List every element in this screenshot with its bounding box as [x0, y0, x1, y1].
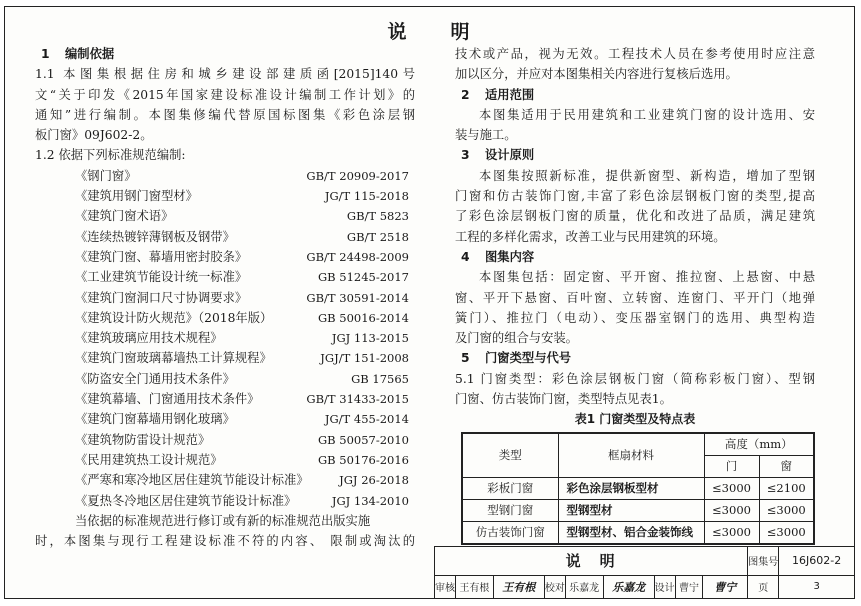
standard-name: 《建筑门窗洞口尺寸协调要求》 [75, 290, 248, 305]
standard-code: GB/T 5823 [346, 209, 409, 224]
standard-item [35, 430, 415, 450]
section-3-paragraph-line: 了彩色涂层钢板门窗的质量，优化和改进了品质，满足建筑 [455, 209, 815, 224]
standard-item [35, 267, 415, 287]
cell-material: 型钢型材、铝合金装饰线 [558, 521, 704, 544]
checker-name: 乐嘉龙 [565, 575, 603, 598]
standard-code: GB/T 20909-2017 [306, 168, 409, 183]
standard-item [35, 348, 415, 368]
standard-name: 《建筑门窗玻璃幕墙热工计算规程》 [75, 351, 272, 366]
door-window-type-table [461, 432, 815, 545]
standard-item [35, 186, 415, 206]
section-number: 5 [461, 351, 470, 366]
section-number: 2 [461, 87, 470, 102]
standard-name: 《建筑物防雷设计规范》 [75, 432, 211, 447]
page-label: 页 [748, 575, 779, 598]
standard-name: 《工业建筑节能设计统一标准》 [75, 270, 248, 285]
title-block-main-title: 说 明 [435, 547, 748, 576]
section-number: 1 [41, 47, 50, 61]
page-title: 说 明 [387, 21, 472, 43]
cell-window-height: ≤3000 [759, 499, 814, 521]
table-row [462, 521, 814, 544]
closing-paragraph-line: 当依据的标准规范进行修订或有新的标准规范出版实施 [75, 513, 371, 528]
section-title: 适用范围 [485, 87, 535, 102]
standard-item [35, 491, 415, 511]
atlas-number: 16J602-2 [779, 547, 855, 576]
cell-type: 仿古装饰门窗 [462, 521, 558, 544]
paragraph-1-1-line: 文“关于印发《2015年国家建设标准设计编制工作计划》的 [35, 87, 415, 102]
cell-window-height: ≤2100 [759, 477, 814, 499]
standard-code: JGJ 134-2010 [331, 493, 409, 508]
section-number: 3 [461, 148, 470, 163]
paragraph-1-2: 1.2 依据下列标准规范编制: [35, 148, 186, 163]
cell-material: 彩色涂层钢板型材 [558, 477, 704, 499]
section-4-paragraph-line: 簧门）、推拉门（电动）、变压器室钢门的选用、典型构造 [455, 310, 815, 325]
check-label: 校对 [544, 575, 565, 598]
cell-window-height: ≤3000 [759, 521, 814, 544]
standard-item [35, 206, 415, 226]
standard-name: 《建筑门窗、幕墙用密封胶条》 [75, 249, 248, 264]
right-column [455, 44, 815, 545]
standard-item [35, 409, 415, 429]
section-title: 门窗类型与代号 [485, 351, 572, 366]
table-row [462, 477, 814, 499]
standard-code: GB 50016-2014 [317, 310, 409, 325]
standard-name: 《钢门窗》 [75, 168, 137, 183]
standard-code: GB 50176-2016 [317, 452, 409, 467]
continued-paragraph-line: 技术或产品，视为无效。工程技术人员在参考使用时应注意 [455, 47, 815, 61]
standard-code: JGJ 113-2015 [331, 331, 409, 346]
standard-item [35, 369, 415, 389]
section-title: 图集内容 [485, 249, 535, 264]
standard-item [35, 227, 415, 247]
reviewer-name: 王有根 [456, 575, 494, 598]
designer-signature: 曹宁 [703, 575, 748, 598]
header-type: 类型 [462, 433, 558, 478]
standard-item [35, 308, 415, 328]
standard-code: GB 50057-2010 [317, 432, 409, 447]
cell-door-height: ≤3000 [704, 477, 759, 499]
atlas-number-label: 图集号 [748, 547, 779, 576]
standard-code: GB/T 24498-2009 [306, 249, 409, 264]
section-4-paragraph-line: 窗、平开下悬窗、百叶窗、立转窗、连窗门、平开门（地弹 [455, 290, 815, 305]
title-block [434, 546, 855, 599]
standard-item [35, 288, 415, 308]
standard-item [35, 450, 415, 470]
section-2-paragraph-line: 装与施工。 [455, 128, 517, 143]
header-window: 窗 [759, 455, 814, 477]
section-4-heading [455, 247, 815, 267]
standard-name: 《建筑幕墙、门窗通用技术条件》 [75, 392, 260, 407]
standard-item [35, 247, 415, 267]
standard-item [35, 389, 415, 409]
standard-name: 《建筑门窗幕墙用钢化玻璃》 [75, 412, 235, 427]
standard-name: 《夏热冬冷地区居住建筑节能设计标准》 [75, 493, 297, 508]
section-4-paragraph-line: 本图集包括：固定窗、平开窗、推拉窗、上悬窗、中悬 [479, 270, 815, 285]
standard-name: 《建筑设计防火规范》（2018年版） [75, 310, 273, 325]
reviewer-signature: 王有根 [493, 575, 544, 598]
standard-code: JGJ/T 151-2008 [320, 351, 409, 366]
checker-signature: 乐嘉龙 [603, 575, 654, 598]
section-number: 4 [461, 249, 470, 264]
paragraph-5-1-line: 5.1 门窗类型：彩色涂层钢板门窗（简称彩板门窗）、型钢 [455, 371, 815, 386]
standard-name: 《建筑玻璃应用技术规程》 [75, 331, 223, 346]
standard-code: GB/T 2518 [346, 229, 409, 244]
header-door: 门 [704, 455, 759, 477]
standard-code: JG/T 115-2018 [324, 189, 409, 204]
section-4-paragraph-line: 及门窗的组合与安装。 [455, 331, 578, 346]
section-2-paragraph-line: 本图集适用于民用建筑和工业建筑门窗的设计选用、安 [479, 107, 815, 122]
page-number: 3 [779, 575, 855, 598]
table-caption: 表1 门窗类型及特点表 [574, 412, 696, 427]
standard-code: JG/T 455-2014 [324, 412, 409, 427]
standard-name: 《建筑用钢门窗型材》 [75, 189, 198, 204]
section-3-paragraph-line: 门窗和仿古装饰门窗,丰富了彩色涂层钢板门窗的类型,提高 [455, 189, 815, 204]
continued-paragraph-line: 加以区分，并应对本图集相关内容进行复核后选用。 [455, 67, 738, 82]
table-header-row [462, 433, 814, 456]
review-label: 审核 [435, 575, 456, 598]
standard-name: 《建筑门窗术语》 [75, 209, 174, 224]
section-3-paragraph-line: 本图集按照新标准，提供新窗型、新构造，增加了型钢 [479, 168, 815, 183]
standard-item [35, 328, 415, 348]
cell-type: 型钢门窗 [462, 499, 558, 521]
table-row [462, 499, 814, 521]
paragraph-5-1-line: 门窗、仿古装饰门窗，类型特点见表1。 [455, 392, 672, 407]
section-1-heading [35, 44, 415, 64]
drawing-sheet [4, 6, 855, 599]
designer-name: 曹宁 [675, 575, 703, 598]
left-column [35, 44, 415, 551]
section-title: 编制依据 [65, 47, 115, 61]
paragraph-1-1-line: 通知”进行编制。本图集修编代替原国标图集《彩色涂层钢 [35, 107, 415, 122]
section-title: 设计原则 [485, 148, 535, 163]
cell-type: 彩板门窗 [462, 477, 558, 499]
standard-name: 《防盗安全门通用技术条件》 [75, 371, 235, 386]
standard-code: GB/T 30591-2014 [306, 290, 409, 305]
standard-code: GB 51245-2017 [317, 270, 409, 285]
standard-code: GB 17565 [351, 371, 409, 386]
cell-material: 型钢型材 [558, 499, 704, 521]
header-material: 框扇材料 [558, 433, 704, 478]
standard-name: 《严寒和寒冷地区居住建筑节能设计标准》 [75, 473, 309, 488]
standard-item [35, 470, 415, 490]
standard-name: 《民用建筑热工设计规范》 [75, 452, 223, 467]
cell-door-height: ≤3000 [704, 521, 759, 544]
design-label: 设计 [654, 575, 675, 598]
section-3-paragraph-line: 工程的多样化需求，改善工业与民用建筑的环境。 [455, 229, 726, 244]
section-2-heading [455, 85, 815, 105]
standards-list [35, 166, 415, 511]
standard-code: GB/T 31433-2015 [306, 392, 409, 407]
standard-code: JGJ 26-2018 [339, 473, 409, 488]
standard-name: 《连续热镀锌薄钢板及钢带》 [75, 229, 235, 244]
closing-paragraph-line: 时，本图集与现行工程建设标准不符的内容、 限制或淘汰的 [35, 534, 415, 549]
header-height: 高度（mm） [704, 433, 814, 456]
cell-door-height: ≤3000 [704, 499, 759, 521]
section-5-heading [455, 348, 815, 368]
standard-item [35, 166, 415, 186]
section-3-heading [455, 145, 815, 165]
paragraph-1-1-line: 1.1 本图集根据住房和城乡建设部建质函[2015]140号 [35, 67, 415, 82]
paragraph-1-1-line: 板门窗》09J602-2。 [35, 128, 153, 143]
